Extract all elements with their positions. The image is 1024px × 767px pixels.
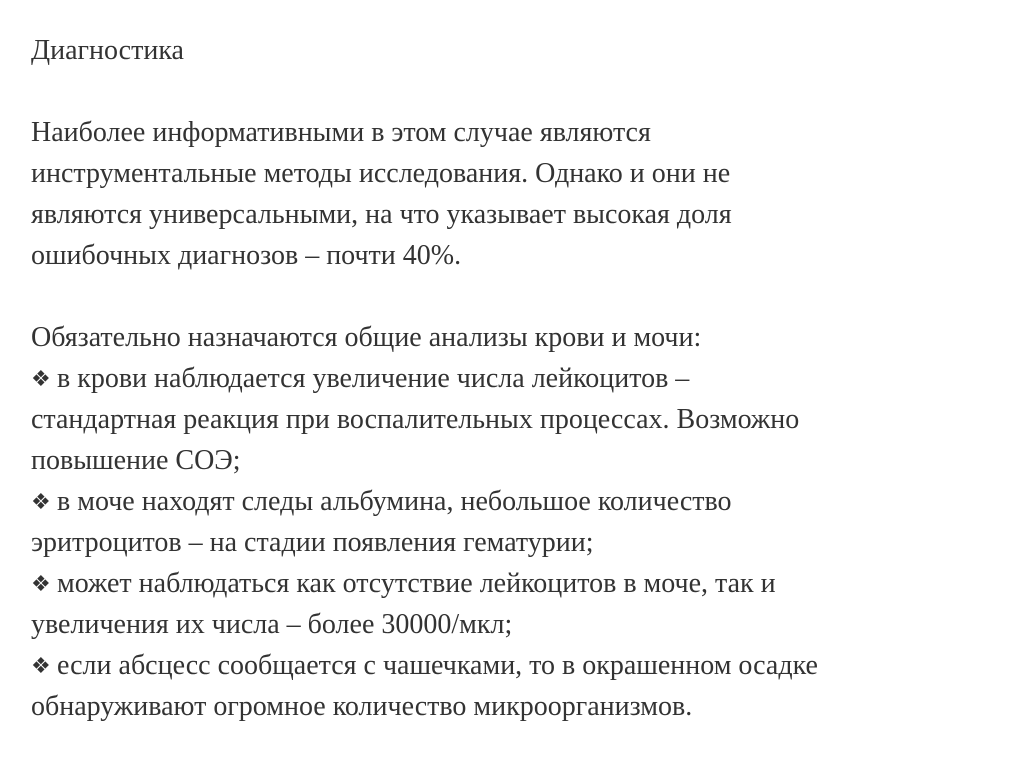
bullet-line: в крови наблюдается увеличение числа лейкоцитов – — [57, 363, 690, 394]
bullet-line: стандартная реакция при воспалительных процессах. Возможно — [31, 404, 800, 435]
diamond-bullet-icon: ❖ — [31, 489, 51, 514]
bullet-line: если абсцесс сообщается с чашечками, то в окрашенном осадке — [57, 650, 818, 681]
bullet-line: в моче находят следы альбумина, небольшое количество — [57, 486, 732, 517]
bullet-line: повышение СОЭ; — [31, 445, 241, 476]
intro-paragraph — [31, 112, 1011, 276]
diamond-bullet-icon: ❖ — [31, 571, 51, 596]
list-item — [31, 563, 1011, 645]
diamond-bullet-icon: ❖ — [31, 653, 51, 678]
slide-text-block — [31, 30, 1011, 727]
bullet-line: может наблюдаться как отсутствие лейкоцитов в моче, так и — [57, 568, 776, 599]
slide-title: Диагностика — [31, 35, 184, 66]
intro-line: Наиболее информативными в этом случае являются — [31, 117, 651, 148]
list-item — [31, 358, 1011, 481]
bullet-line: эритроцитов – на стадии появления гематурии; — [31, 527, 594, 558]
intro-line: инструментальные методы исследования. Однако и они не — [31, 158, 731, 189]
blank-line — [31, 71, 1011, 112]
bullet-line: увеличения их числа – более 30000/мкл; — [31, 609, 513, 640]
diamond-bullet-icon: ❖ — [31, 366, 51, 391]
bullet-list — [31, 358, 1011, 727]
list-item — [31, 645, 1011, 727]
bullet-line: обнаруживают огромное количество микроорганизмов. — [31, 691, 693, 722]
list-item — [31, 481, 1011, 563]
lead-line: Обязательно назначаются общие анализы крови и мочи: — [31, 322, 702, 353]
intro-line: являются универсальными, на что указывает высокая доля — [31, 199, 732, 230]
blank-line — [31, 276, 1011, 317]
intro-line: ошибочных диагнозов – почти 40%. — [31, 240, 462, 271]
